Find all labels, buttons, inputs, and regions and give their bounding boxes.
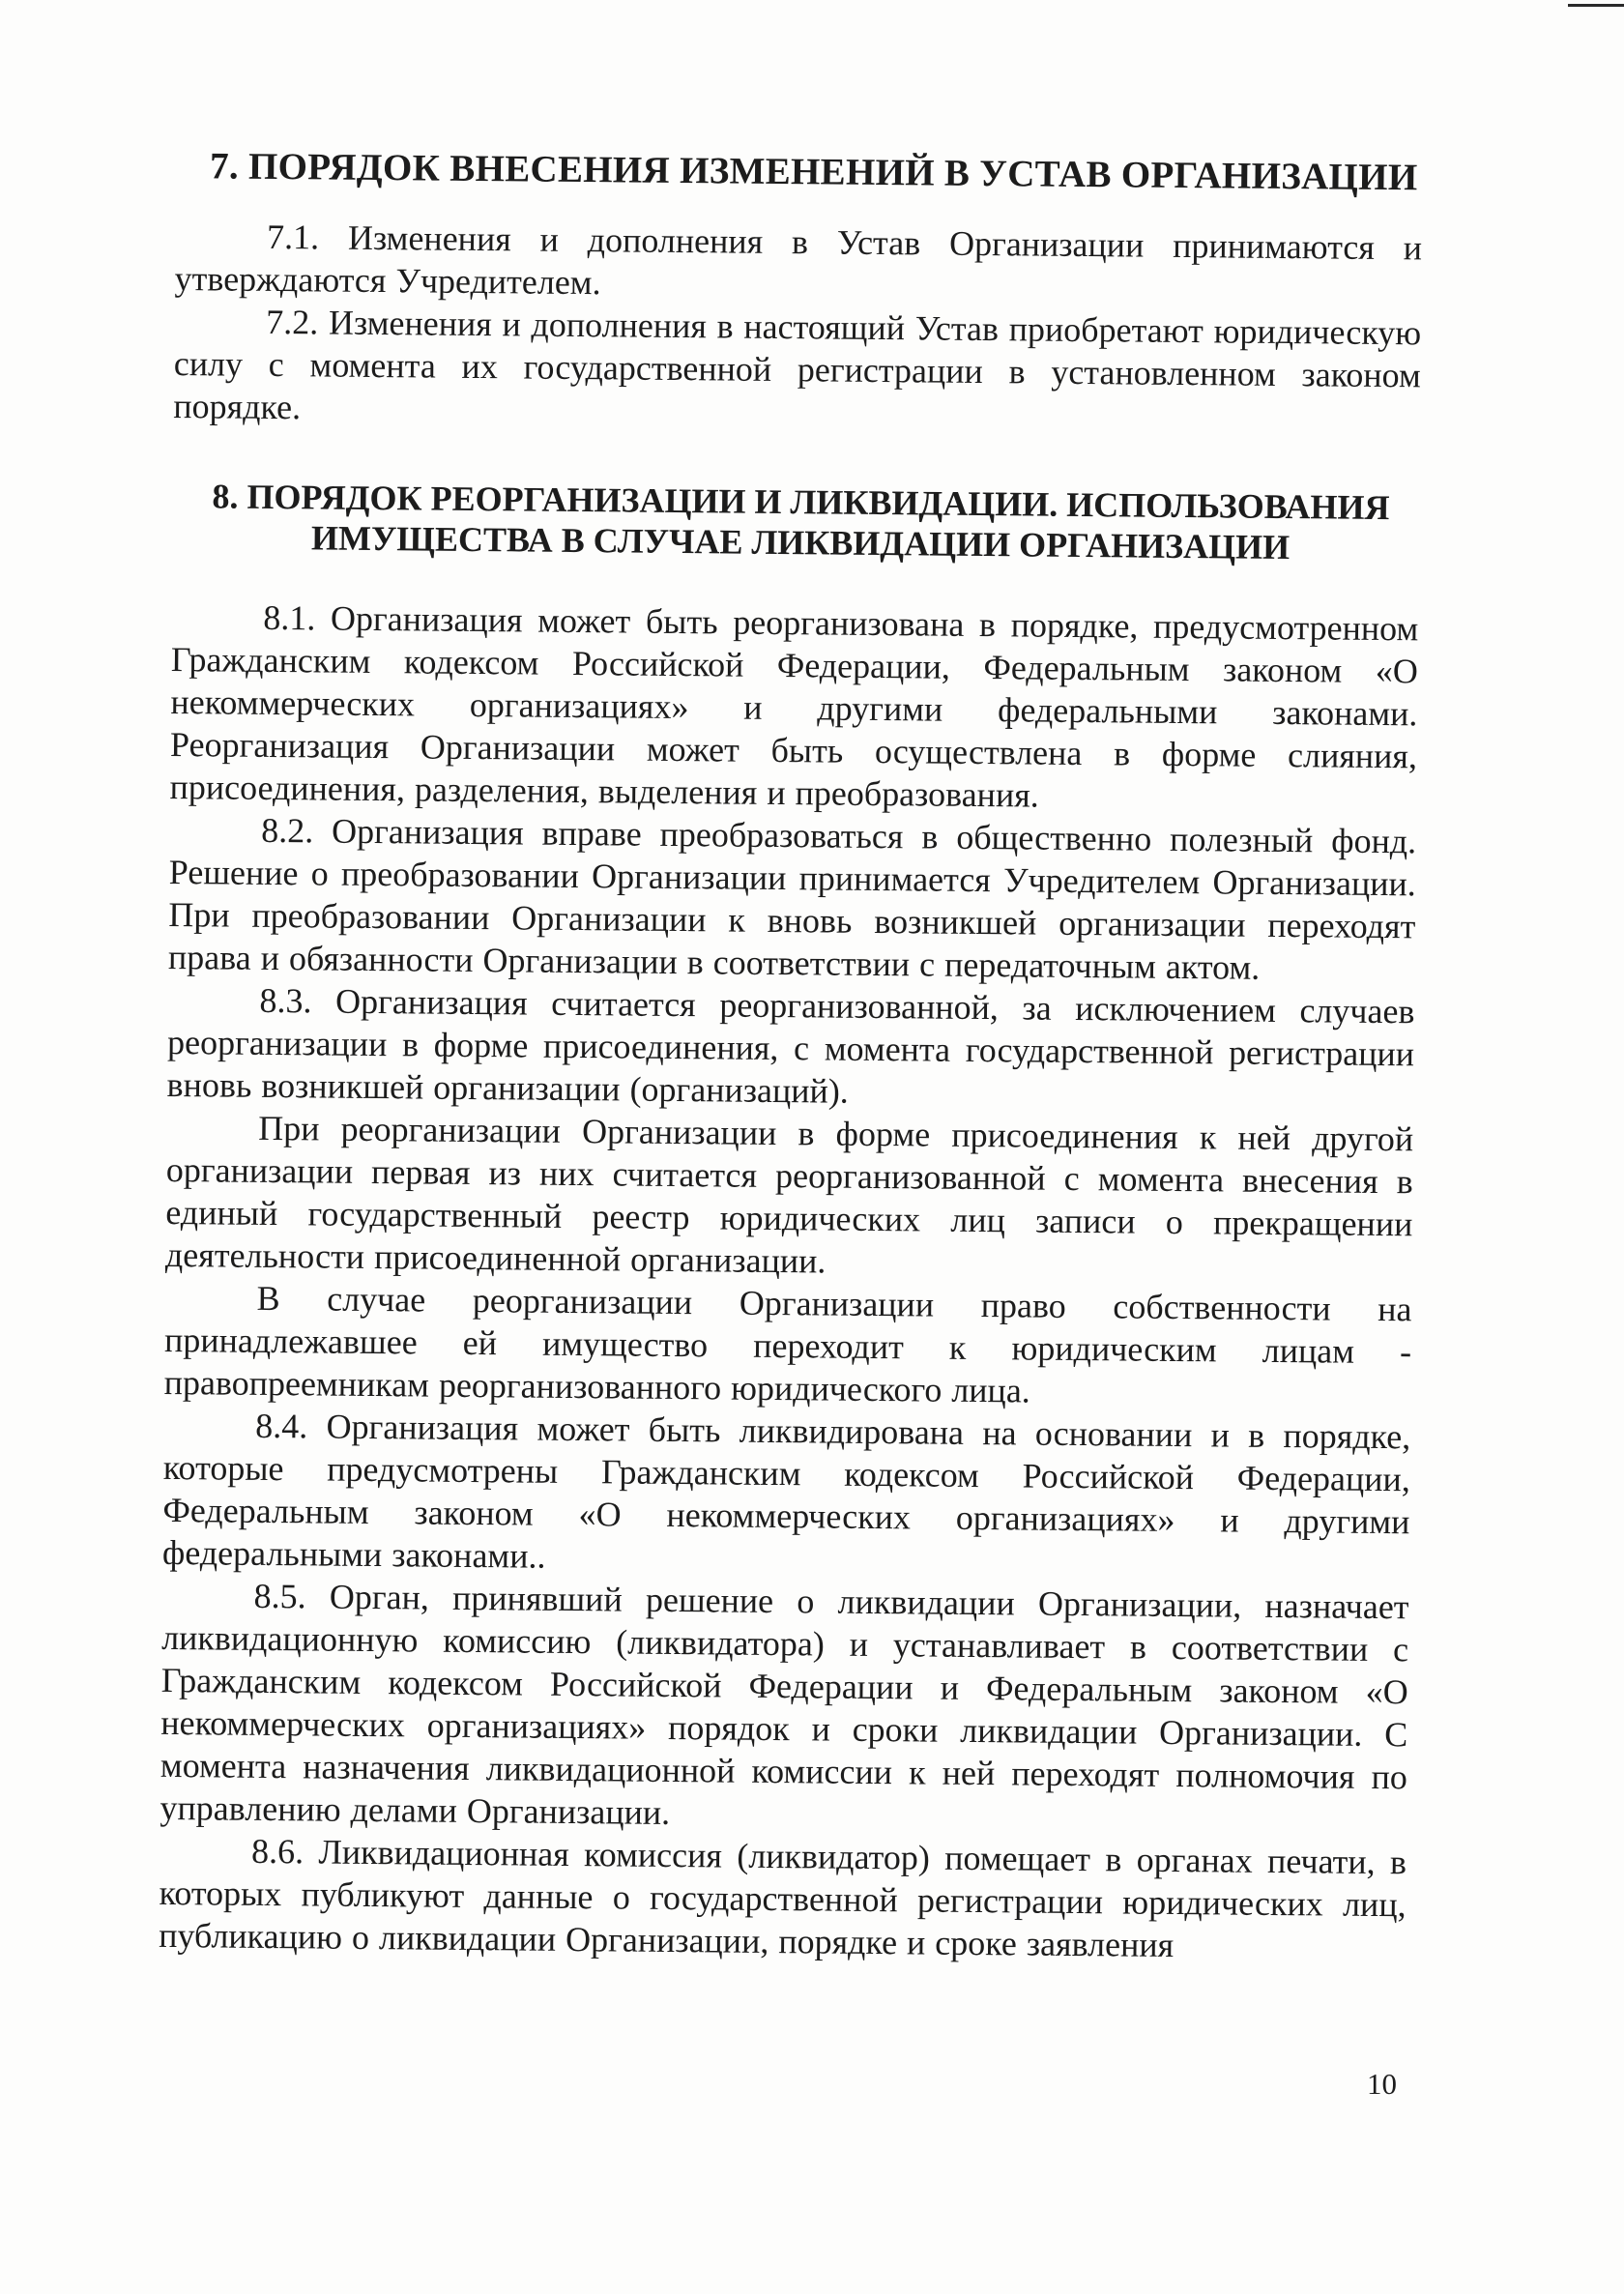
paragraph-8-6: 8.6. Ликвидационная комиссия (ликвидатор) помещает в органах печати, в которых публикуют данные о государственной регистрации юридических лиц, публикацию о ликвидации Организации, порядке и сроке заявления xyxy=(159,1831,1407,1964)
paragraph-8-3-ownership: В случае реорганизации Организации право собственности на принадлежавшее ей имущество переходит к юридическим лицам - правопреемникам реорганизованного юридического лица. xyxy=(163,1278,1412,1410)
paragraph-7-2: 7.2. Изменения и дополнения в настоящий Устав приобретают юридическую силу с момента их государственной регистрации в установленном законом порядке. xyxy=(173,302,1422,427)
document-body xyxy=(159,145,1423,1968)
paragraph-8-5: 8.5. Орган, принявший решение о ликвидации Организации, назначает ликвидационную комиссию (ликвидатора) и устанавливает в соответствии с Гражданским кодексом Российской Федерации и Федеральным законом «О некоммерческих организациях» порядок и сроки ликвидации Организации. С момента назначения ликвидационной комиссии к ней переходят полномочия по управлению делами Организации. xyxy=(160,1576,1409,1832)
paragraph-7-1: 7.1. Изменения и дополнения в Устав Организации принимаются и утверждаются Учредителем. xyxy=(174,217,1423,303)
paragraph-8-3: 8.3. Организация считается реорганизованной, за исключением случаев реорганизации в форме присоединения, с момента государственной регистрации вновь возникшей организации (организаций). xyxy=(166,980,1415,1111)
page-number: 10 xyxy=(1367,2067,1397,2101)
paragraph-8-3-merger: При реорганизации Организации в форме присоединения к ней другой организации первая из них считается реорганизованной с момента внесения в единый государственный реестр юридических лиц записи о прекращении деятельности присоединенной организации. xyxy=(164,1108,1414,1281)
paragraph-8-4: 8.4. Организация может быть ликвидирована на основании и в порядке, которые предусмотрены Гражданским кодексом Российской Федерации, Федеральным законом «О некоммерческих организациях» и другими федеральными законами.. xyxy=(161,1406,1411,1576)
scan-edge-mark xyxy=(1568,4,1624,7)
paragraph-8-1: 8.1. Организация может быть реорганизована в порядке, предусмотренном Гражданским кодексом Российской Федерации, Федеральным законом «О некоммерческих организациях» и другими федеральными законами. Реорганизация Организации может быть осуществлена в форме слияния, присоединения, разделения, выделения и преобразования. xyxy=(169,597,1419,815)
section-7-heading: 7. ПОРЯДОК ВНЕСЕНИЯ ИЗМЕНЕНИЙ В УСТАВ ОРГАНИЗАЦИИ xyxy=(209,145,1418,199)
section-8-heading: 8. ПОРЯДОК РЕОРГАНИЗАЦИИ И ЛИКВИДАЦИИ. ИСПОЛЬЗОВАНИЯ ИМУЩЕСТВА В СЛУЧАЕ ЛИКВИДАЦИИ ОРГАНИЗАЦИИ xyxy=(212,477,1390,567)
paragraph-8-2: 8.2. Организация вправе преобразоваться в общественно полезный фонд. Решение о преобразовании Организации принимается Учредителем Организации. При преобразовании Организации к вновь возникшей организации переходят права и обязанности Организации в соответствии с передаточным актом. xyxy=(167,810,1417,987)
